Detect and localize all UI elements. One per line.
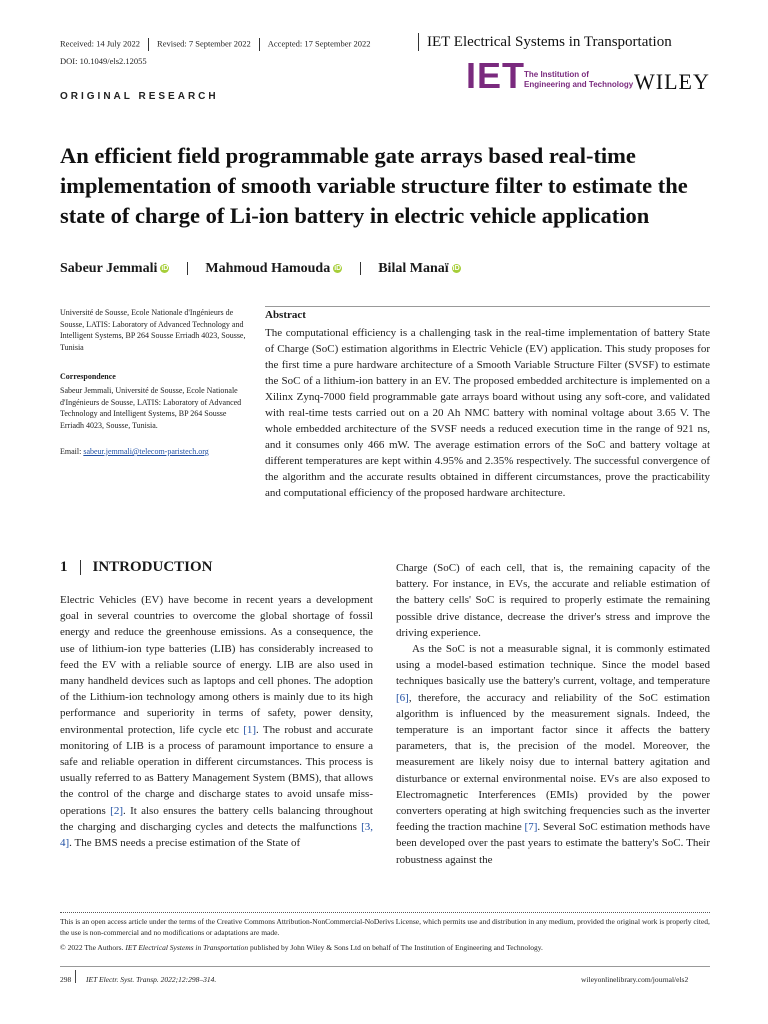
article-type: ORIGINAL RESEARCH bbox=[60, 91, 219, 102]
paragraph: Charge (SoC) of each cell, that is, the remaining capacity of the battery. For instance, in EVs, the accurate and reliable estimation of the battery cells' SoC is required to properly estimate the remaining possible drive distance, decrease the driver's stress and improve the driving experience. bbox=[396, 562, 710, 639]
copyright-note: © 2022 The Authors. IET Electrical Systems in Transportation published by John Wiley & Sons Ltd on behalf of The Institution of Engineering and Technology. bbox=[60, 943, 543, 952]
paper-title: An efficient field programmable gate arrays based real-time implementation of smooth variable structure filter to estimate the state of charge of Li-ion battery in electric vehicle application bbox=[60, 143, 688, 228]
page-number: 298 bbox=[60, 975, 72, 984]
iet-name bbox=[524, 70, 633, 90]
citation-link[interactable]: [3, 4] bbox=[60, 820, 373, 850]
journal-name: IET Electrical Systems in Transportation bbox=[427, 34, 672, 50]
doi[interactable]: DOI: 10.1049/els2.12055 bbox=[60, 56, 147, 66]
author-2[interactable]: Mahmoud Hamouda bbox=[205, 261, 331, 276]
email-link[interactable]: sabeur.jemmali@telecom-paristech.org bbox=[83, 447, 209, 456]
section-number: 1 bbox=[60, 559, 68, 575]
email-label: Email: bbox=[60, 447, 82, 456]
citation-link[interactable]: [7] bbox=[524, 821, 538, 834]
citation-link[interactable]: [2] bbox=[110, 804, 123, 817]
license-note: This is an open access article under the terms of the Creative Commons Attribution-NonCommercial-NoDerivs License, which permits use and distribution in any medium, provided the original work is properly cited, the use is non-commercial and no modifications or adaptations are made. bbox=[60, 917, 710, 937]
body-column-right bbox=[396, 560, 710, 868]
submission-dates bbox=[60, 38, 370, 51]
accepted-date: Accepted: 17 September 2022 bbox=[267, 38, 371, 49]
iet-name-line2: Engineering and Technology bbox=[524, 80, 634, 89]
author-1[interactable]: Sabeur Jemmali bbox=[60, 261, 158, 276]
section-heading bbox=[60, 559, 213, 576]
paragraph: Electric Vehicles (EV) have become in recent years a development goal in several countries to overcome the global shortage of fossil energy and reduce the greenhouse emissions. As a consequence, the use of lithium-ion type batteries (LIB) has considerably increased to feed the EV with a reliable source of energy. LIB are also used in many handheld devices such as laptops and cell phones. The adoption of the Lithium-ion technology among others is mainly due to its high performance and superiority in terms of safety, power density, environmental protection, life cycle etc [1]. The robust and accurate monitoring of LIB is a process of paramount importance to ensure a safe and reliable operation in different circumstances. This process is usually referred to as Battery Management System (BMS), that allows the control of the charge and discharge states to avoid unsafe miss-operations [2]. It also ensures the battery cells balancing throughout the charging and discharging cycles and detects the malfunctions [3, 4]. The BMS needs a precise estimation of the State of bbox=[60, 594, 374, 850]
citation-info: IET Electr. Syst. Transp. 2022;12:298–314. bbox=[86, 975, 217, 984]
author-list bbox=[60, 261, 461, 277]
iet-logo: IET bbox=[466, 55, 526, 96]
journal-name-block bbox=[418, 33, 672, 51]
section-title: INTRODUCTION bbox=[92, 559, 213, 575]
author-3[interactable]: Bilal Manaï bbox=[378, 261, 449, 276]
iet-name-line1: The Institution of bbox=[524, 70, 589, 79]
paragraph: As the SoC is not a measurable signal, it is commonly estimated using a model-based estimation technique. Since the model based techniques basically use the battery's current, voltage, and temperature [6], therefore, the accuracy and reliability of the SoC estimation algorithm is influenced by the measurement signals. Indeed, the temperature is an important factor since it affects the battery parameters, that is, the precision of the model. Moreover, the measurement are likely noisy due to internal battery agitation and disturbance or external environmental noise. EVs are also exposed to Electromagnetic Interferences (EMIs) provided by the power converters operating at high switching frequencies such as the inverter feeding the traction machine [7]. Several SoC estimation methods have been developed over the past years to estimate the battery's SoC. Their robustness against the bbox=[396, 643, 711, 866]
affiliation: Université de Sousse, Ecole Nationale d'Ingénieurs de Sousse, LATIS: Laboratory of Advanced Technology and Intelligent Systems, BP 264 Sousse Erriadh 4023, Sousse, Tunisia bbox=[60, 308, 246, 352]
wiley-logo: WILEY bbox=[634, 69, 710, 94]
citation-link[interactable]: [1] bbox=[243, 723, 257, 736]
body-column-left bbox=[60, 592, 373, 851]
correspondence-heading: Correspondence bbox=[60, 372, 116, 381]
received-date: Received: 14 July 2022 bbox=[60, 38, 141, 49]
correspondence-email bbox=[60, 446, 260, 458]
journal-url[interactable]: wileyonlinelibrary.com/journal/els2 bbox=[581, 975, 689, 984]
abstract-heading: Abstract bbox=[265, 309, 306, 321]
citation-link[interactable]: [6] bbox=[396, 691, 409, 704]
correspondence-text: Sabeur Jemmali, Université de Sousse, Ecole Nationale d'Ingénieurs de Sousse, LATIS: Laboratory of Advanced Technology and Intelligent Systems, BP 264 Sousse Erriadh 4023, Sousse, Tunisia. bbox=[60, 386, 242, 430]
orcid-icon[interactable]: iD bbox=[161, 265, 169, 273]
abstract-text: The computational efficiency is a challenging task in the real-time implementation of battery State of Charge (SoC) estimation algorithms in Electric Vehicle (EV) application. This study proposes for the first time a pure hardware architecture of a Smooth Variable Structure Filter (SVSF) to estimate the SoC of a lithium-ion battery in an EV. The proposed embedded architecture is implemented on a Xilinx Zynq-7000 field programmable gate arrays board without using any soft-core, and validated with real-time tests carried out on a 20 Ah NMC battery with nominal voltage about 3.65 V. The whole embedded architecture of the SVSF needs a reduced execution time in the range of 921 ns, and it consumes only 466 mW. The average estimation errors of the SoC and battery voltage at different temperatures are kept within 4.95% and 2.35% respectively. The successful convergence of the algorithm and the accurate results obtained in different circumstances, prove the practicability and computational efficiency of the proposed hardware architecture. bbox=[265, 327, 710, 499]
orcid-icon[interactable]: iD bbox=[334, 265, 342, 273]
footnote-rule bbox=[60, 912, 710, 914]
revised-date: Revised: 7 September 2022 bbox=[157, 38, 251, 49]
orcid-icon[interactable]: iD bbox=[452, 265, 460, 273]
